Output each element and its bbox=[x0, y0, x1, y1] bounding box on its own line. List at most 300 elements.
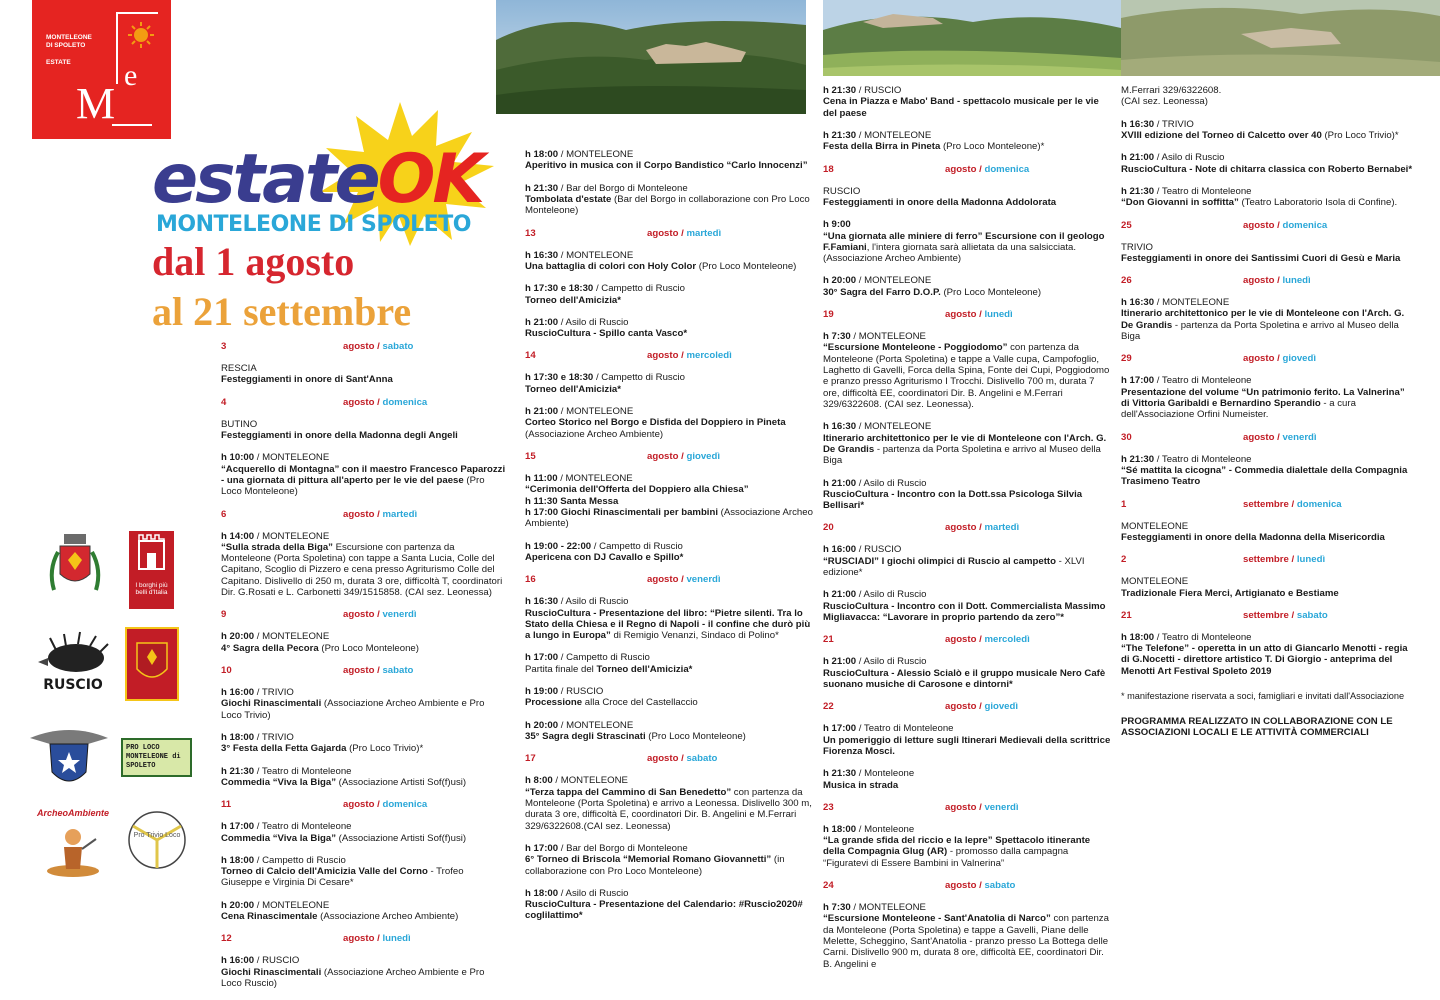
event-item bbox=[525, 686, 813, 709]
event-highlight: h 21:30 bbox=[823, 129, 857, 141]
logo-sun-icon bbox=[128, 22, 154, 48]
event-day-number: 30 bbox=[1121, 431, 1132, 443]
event-item bbox=[525, 406, 813, 440]
event-text: (Associazione Archeo Ambiente) bbox=[525, 428, 664, 440]
event-day-number: 1 bbox=[1121, 498, 1127, 510]
event-date-line bbox=[1121, 220, 1413, 231]
event-item bbox=[823, 130, 1113, 153]
logo-bar bbox=[118, 12, 158, 14]
event-weekday: mercoledì bbox=[984, 634, 1030, 646]
event-text: Partita finale del bbox=[525, 663, 597, 675]
event-entry bbox=[823, 85, 1113, 153]
event-entry bbox=[823, 802, 1113, 869]
logo-e: e bbox=[124, 59, 138, 92]
event-text: / MONTELEONE bbox=[558, 249, 634, 261]
event-item bbox=[823, 723, 1113, 757]
event-text: / MONTELEONE bbox=[856, 275, 932, 287]
event-item bbox=[1121, 521, 1413, 544]
event-item bbox=[823, 219, 1113, 264]
event-text: MONTELEONE bbox=[1121, 520, 1189, 532]
event-highlight: 6° Torneo di Briscola “Memorial Romano Giovannetti” bbox=[525, 854, 772, 866]
event-item bbox=[1121, 297, 1413, 342]
event-weekday: sabato bbox=[1296, 609, 1328, 621]
event-month-weekday: agosto / giovedì bbox=[945, 701, 1019, 713]
event-month: agosto bbox=[343, 396, 375, 408]
event-item bbox=[221, 363, 507, 386]
event-text: / Campetto di Ruscio bbox=[558, 652, 650, 664]
event-text: / Teatro di Monteleone bbox=[254, 821, 352, 833]
event-item bbox=[221, 419, 507, 442]
event-text: (Associazione Archeo Ambiente e Pro Loco Trivio) bbox=[221, 698, 485, 721]
event-text: (Associazione Archeo Ambiente e Pro Loco Ruscio) bbox=[221, 966, 485, 989]
logo-bar bbox=[116, 12, 118, 84]
ruscio-logo bbox=[36, 632, 110, 692]
event-item bbox=[823, 589, 1113, 623]
event-entry bbox=[221, 609, 507, 654]
dates-start: dal 1 agosto bbox=[152, 239, 355, 284]
event-item bbox=[1121, 242, 1413, 265]
event-entry bbox=[221, 341, 507, 386]
event-weekday: venerdì bbox=[984, 801, 1019, 813]
event-item bbox=[1121, 119, 1413, 142]
event-weekday: giovedì bbox=[1282, 353, 1317, 365]
event-highlight: h 17:00 bbox=[525, 652, 559, 664]
event-highlight: h 10:00 bbox=[221, 452, 255, 464]
event-month: agosto bbox=[343, 933, 375, 945]
event-date-line bbox=[1121, 610, 1413, 621]
event-date-line bbox=[525, 350, 813, 361]
event-item bbox=[1121, 375, 1413, 420]
dates-end: al 21 settembre bbox=[152, 289, 412, 334]
event-text: / Campetto di Ruscio bbox=[254, 854, 346, 866]
event-highlight: 3° Festa della Fetta Gajarda bbox=[221, 743, 347, 755]
archeoambiente-label: ArcheoAmbiente bbox=[36, 808, 109, 818]
event-highlight: h 21:00 bbox=[525, 406, 559, 418]
event-month: agosto bbox=[945, 634, 977, 646]
event-month: agosto bbox=[343, 508, 375, 520]
event-text: BUTINO bbox=[221, 418, 258, 430]
event-text: (Pro Loco Monteleone) bbox=[696, 260, 797, 272]
event-text: / Asilo di Ruscio bbox=[558, 887, 629, 899]
event-weekday: martedì bbox=[686, 227, 722, 239]
event-weekday: lunedì bbox=[1296, 554, 1326, 566]
event-entry bbox=[1121, 220, 1413, 265]
event-weekday: lunedì bbox=[382, 933, 411, 945]
event-highlight: Itinerario architettonico per le vie di Monteleone con l'Arch. G. De Grandis bbox=[1121, 308, 1405, 331]
event-month: agosto bbox=[647, 227, 679, 239]
event-month-weekday: agosto / martedì bbox=[343, 508, 418, 520]
event-highlight: “Sé mattita la cicogna” - Commedia dialettale della Compagnia Trasimeno Teatro bbox=[1121, 464, 1408, 488]
event-text: / TRIVIO bbox=[1154, 118, 1194, 130]
event-weekday: giovedì bbox=[984, 701, 1019, 713]
event-highlight: h 11:00 bbox=[525, 473, 558, 484]
event-highlight: h 16:00 bbox=[823, 544, 857, 556]
event-highlight: Torneo dell'Amicizia* bbox=[525, 383, 621, 395]
event-item bbox=[221, 821, 507, 844]
event-text: / MONTELEONE bbox=[856, 129, 932, 141]
event-text: / MONTELEONE bbox=[254, 899, 330, 911]
event-highlight: Aperitivo in musica con il Corpo Bandistico “Carlo Innocenzi” bbox=[525, 160, 808, 172]
event-highlight: RuscioCultura - Incontro con il Dott. Commercialista Massimo Migliavacca: “Lavorare in proprio partendo da zero”* bbox=[823, 600, 1106, 623]
event-text: alla Croce del Castellaccio bbox=[582, 697, 698, 709]
event-entry bbox=[1121, 499, 1413, 544]
event-text: / Asilo di Ruscio bbox=[856, 477, 927, 489]
event-text: / Teatro di Monteleone bbox=[254, 765, 352, 777]
event-highlight: “Don Giovanni in soffitta” bbox=[1121, 197, 1239, 209]
event-highlight: Festeggiamenti in onore della Madonna Addolorata bbox=[823, 196, 1057, 208]
event-highlight: Presentazione del volume “Un patrimonio ferito. La Valnerina” di Vittoria Garibaldi e Bernardino Sperandio bbox=[1121, 386, 1405, 409]
pro-trivio-loco-logo bbox=[127, 810, 187, 870]
event-month-weekday: settembre / lunedì bbox=[1243, 554, 1326, 566]
event-highlight: “Una giornata alle miniere di ferro” Escursione con il geologo F.Famiani bbox=[823, 230, 1105, 253]
event-item bbox=[221, 631, 507, 654]
event-highlight: h 17:00 bbox=[525, 842, 559, 854]
event-item bbox=[1121, 454, 1413, 488]
event-date-line bbox=[221, 799, 507, 810]
landscape-photo-valley bbox=[823, 0, 1121, 76]
pro-trivio-loco-label: Pro Trivio Loco bbox=[133, 832, 181, 839]
event-highlight: h 17:00 bbox=[823, 723, 857, 735]
event-text: / MONTELEONE bbox=[557, 473, 633, 484]
event-weekday: martedì bbox=[382, 508, 418, 520]
event-month-weekday: agosto / lunedì bbox=[945, 309, 1013, 321]
footnote: * manifestazione riservata a soci, famigliari e invitati dall'Associazione bbox=[1121, 691, 1405, 702]
event-highlight: RuscioCultura - Note di chitarra classica con Roberto Bernabei* bbox=[1121, 163, 1413, 175]
event-month: agosto bbox=[945, 309, 977, 321]
event-highlight: h 18:00 bbox=[1121, 631, 1155, 643]
event-weekday: domenica bbox=[984, 163, 1030, 175]
event-highlight: “Escursione Monteleone - Poggiodomo” bbox=[823, 342, 1008, 354]
event-day-number: 12 bbox=[221, 933, 232, 945]
event-item bbox=[221, 452, 507, 497]
event-item bbox=[823, 824, 1113, 869]
event-highlight: h 21:30 bbox=[525, 182, 559, 194]
event-item bbox=[823, 85, 1113, 119]
archeoambiente-logo bbox=[36, 808, 110, 882]
event-text: / Monteleone bbox=[856, 823, 915, 835]
event-item bbox=[525, 283, 813, 306]
event-highlight: h 18:00 bbox=[221, 854, 255, 866]
event-item bbox=[525, 888, 813, 922]
event-text: / RUSCIO bbox=[254, 955, 300, 967]
event-item bbox=[823, 275, 1113, 298]
logo-line-2: DI SPOLETO bbox=[46, 42, 86, 50]
event-highlight: Giochi Rinascimentali bbox=[221, 966, 322, 978]
event-highlight: RuscioCultura - Spillo canta Vasco* bbox=[525, 328, 688, 340]
event-text: (Pro Loco Monteleone)* bbox=[940, 141, 1045, 153]
event-highlight: h 17:30 e 18:30 bbox=[525, 283, 594, 295]
event-month-weekday: settembre / domenica bbox=[1243, 498, 1342, 510]
event-month-weekday: agosto / giovedì bbox=[647, 451, 721, 462]
event-item bbox=[525, 843, 813, 877]
title-estate: estate bbox=[152, 140, 378, 219]
event-date-line bbox=[823, 880, 1113, 891]
event-month-weekday: agosto / sabato bbox=[343, 665, 414, 676]
event-entry bbox=[221, 397, 507, 498]
event-text: di Remigio Venanzi, Sindaco di Polino* bbox=[610, 630, 779, 642]
event-text: con partenza da Monteleone (Porta Spoletina) e tappe a Gavelli, Piane delle Melette, Scheggino, Sant'Anatolia - pranzo presso La Bottega delle Carni. Dislivello 900 m, durata 8 ore, difficoltà EE, coordinatori Dir. B. Angelini e bbox=[823, 913, 1109, 970]
event-entry bbox=[1121, 554, 1413, 599]
event-day-number: 26 bbox=[1121, 275, 1132, 287]
event-text: / MONTELEONE bbox=[552, 775, 628, 787]
event-month: agosto bbox=[343, 341, 375, 352]
event-highlight: Processione bbox=[525, 697, 583, 709]
event-text: / MONTELEONE bbox=[850, 902, 926, 914]
event-day-number: 21 bbox=[823, 634, 834, 646]
event-weekday: mercoledì bbox=[686, 350, 732, 362]
event-highlight: Tradizionale Fiera Merci, Artigianato e Bestiame bbox=[1121, 587, 1339, 599]
event-month-weekday: agosto / martedì bbox=[945, 522, 1020, 534]
event-text: / TRIVIO bbox=[254, 731, 294, 743]
event-text: / MONTELEONE bbox=[558, 719, 634, 731]
event-date-line bbox=[823, 164, 1113, 175]
event-highlight: 35° Sagra degli Strascinati bbox=[525, 731, 646, 742]
logo-bar bbox=[112, 124, 152, 126]
event-text: (CAI sez. Leonessa) bbox=[1121, 96, 1208, 108]
event-day-number: 15 bbox=[525, 451, 536, 462]
event-text: - Trofeo Giuseppe e Virginia Di Cesare* bbox=[221, 866, 464, 889]
event-highlight: “The Telefone” - operetta in un atto di Giancarlo Menotti - regia di G.Nocetti - direttore artistico T. Di Giorgio - anteprima del Menotti Art Festival Spoleto 2019 bbox=[1121, 643, 1408, 677]
event-highlight: h 17:00 Giochi Rinascimentali per bambini bbox=[525, 506, 718, 518]
event-item bbox=[525, 541, 813, 564]
event-text: / Asilo di Ruscio bbox=[558, 316, 629, 328]
event-date-line bbox=[823, 309, 1113, 320]
logo-text bbox=[46, 34, 92, 67]
event-day-number: 21 bbox=[1121, 609, 1132, 621]
event-highlight: h 7:30 bbox=[823, 902, 851, 914]
event-highlight: h 16:30 bbox=[1121, 297, 1155, 309]
event-item bbox=[525, 652, 813, 675]
event-highlight: Torneo di Calcio dell'Amicizia Valle del Corno bbox=[221, 866, 428, 878]
event-text: / MONTELEONE bbox=[1154, 297, 1230, 309]
event-date-line bbox=[1121, 432, 1413, 443]
event-date-line bbox=[823, 634, 1113, 645]
event-month: agosto bbox=[1243, 275, 1275, 287]
event-highlight: Corteo Storico nel Borgo e Disfida del Doppiero in Pineta bbox=[525, 417, 786, 429]
event-date-line bbox=[221, 609, 507, 620]
event-text: / Bar del Borgo di Monteleone bbox=[558, 182, 688, 194]
event-text: / Campetto di Ruscio bbox=[593, 372, 685, 384]
event-month: settembre bbox=[1243, 498, 1289, 510]
event-highlight: Una battaglia di colori con Holy Color bbox=[525, 260, 697, 272]
event-date-line bbox=[1121, 554, 1413, 565]
event-highlight: RuscioCultura - Incontro con la Dott.ssa Psicologa Silvia Bellisari* bbox=[823, 488, 1083, 512]
event-item bbox=[823, 421, 1113, 466]
event-month: agosto bbox=[945, 163, 977, 175]
event-highlight: Festeggiamenti in onore della Madonna della Misericordia bbox=[1121, 531, 1385, 543]
event-date-line bbox=[525, 574, 813, 585]
event-item bbox=[221, 687, 507, 721]
event-text: - partenza da Porta Spoletina e arrivo al Museo della Biga bbox=[823, 443, 1101, 467]
event-text: (Associazione Artisti Sof(f)usi) bbox=[336, 776, 467, 788]
event-entry bbox=[823, 522, 1113, 623]
event-highlight: h 21:30 bbox=[823, 85, 857, 96]
event-highlight: h 20:00 bbox=[525, 719, 559, 731]
event-highlight: “Terza tappa del Cammino di San Benedetto” bbox=[525, 786, 732, 798]
event-text: / Bar del Borgo di Monteleone bbox=[558, 842, 688, 854]
event-month-weekday: agosto / giovedì bbox=[1243, 353, 1317, 365]
event-date-line bbox=[823, 522, 1113, 533]
event-entry bbox=[1121, 353, 1413, 420]
event-highlight: h 21:30 bbox=[221, 765, 255, 777]
event-highlight: 30° Sagra del Farro D.O.P. bbox=[823, 286, 941, 298]
event-entry bbox=[221, 665, 507, 788]
event-month: agosto bbox=[945, 701, 977, 713]
event-day-number: 13 bbox=[525, 227, 536, 239]
event-item bbox=[525, 317, 813, 340]
event-item bbox=[525, 372, 813, 395]
event-text: (Bar del Borgo in collaborazione con Pro Loco Monteleone) bbox=[525, 193, 810, 217]
event-text: / MONTELEONE bbox=[254, 631, 330, 643]
event-highlight: Torneo dell'Amicizia* bbox=[596, 663, 693, 675]
title-ok: OK bbox=[377, 140, 483, 219]
event-day-number: 4 bbox=[221, 396, 227, 408]
event-highlight: “Sulla strada della Biga” bbox=[221, 541, 333, 553]
event-weekday: venerdì bbox=[382, 609, 417, 621]
event-entry bbox=[221, 933, 507, 989]
event-entry bbox=[823, 880, 1113, 970]
monteleone-estate-logo bbox=[32, 0, 171, 139]
event-date-line bbox=[525, 753, 813, 764]
event-month: agosto bbox=[1243, 219, 1275, 231]
event-text: / Campetto di Ruscio bbox=[591, 540, 683, 552]
event-highlight: h 16:30 bbox=[525, 596, 559, 608]
logo-line-3: ESTATE bbox=[46, 59, 71, 67]
event-month-weekday: agosto / sabato bbox=[945, 880, 1016, 892]
event-item bbox=[525, 250, 813, 273]
event-item bbox=[221, 732, 507, 755]
event-item bbox=[1121, 85, 1413, 108]
event-text: con partenza da Monteleone (Porta Spoletina) e arrivo a Leonessa. Dislivello 300 m, durata 3 ore, difficoltà E, coordinatori Dir. B. Angelini e M.Ferrari 329/6322608.(CAI sez. Leonessa) bbox=[525, 786, 812, 832]
event-entry bbox=[1121, 275, 1413, 342]
event-month: agosto bbox=[1243, 431, 1275, 443]
event-month-weekday: agosto / martedì bbox=[647, 227, 722, 239]
event-month: agosto bbox=[945, 801, 977, 813]
event-day-number: 14 bbox=[525, 350, 536, 362]
event-weekday: martedì bbox=[984, 522, 1020, 534]
event-highlight: Commedia “Viva la Biga” bbox=[221, 776, 336, 788]
program-credit: PROGRAMMA REALIZZATO IN COLLABORAZIONE CON LE ASSOCIAZIONI LOCALI E LE ATTIVITÀ COMMERCIALI bbox=[1121, 715, 1393, 739]
event-text: (in collaborazione con Pro Loco Monteleone) bbox=[525, 854, 785, 877]
landscape-photo-aerial bbox=[1121, 0, 1440, 76]
event-month: settembre bbox=[1243, 554, 1289, 566]
event-date-line bbox=[221, 665, 507, 676]
event-highlight: h 18:00 bbox=[221, 731, 255, 743]
event-entry bbox=[1121, 610, 1413, 677]
event-weekday: sabato bbox=[382, 341, 414, 352]
event-text: / RUSCIO bbox=[558, 686, 604, 698]
event-highlight: h 16:00 bbox=[221, 955, 255, 967]
event-highlight: Festa della Birra in Pineta bbox=[823, 141, 941, 153]
event-text: / MONTELEONE bbox=[856, 421, 932, 433]
event-date-line bbox=[1121, 499, 1413, 510]
event-text: / Teatro di Monteleone bbox=[1154, 631, 1252, 643]
event-highlight: h 16:30 bbox=[525, 249, 559, 261]
event-month: agosto bbox=[343, 799, 375, 811]
event-month-weekday: agosto / lunedì bbox=[343, 933, 411, 945]
ruscio-label: RUSCIO bbox=[43, 677, 103, 694]
event-highlight: h 21:00 bbox=[525, 316, 559, 328]
event-highlight: h 11:30 Santa Messa bbox=[525, 495, 619, 507]
event-highlight: Cena Rinascimentale bbox=[221, 911, 318, 923]
event-weekday: sabato bbox=[382, 665, 414, 676]
event-text: / Monteleone bbox=[856, 768, 915, 780]
event-highlight: Commedia “Viva la Biga” bbox=[221, 832, 336, 844]
event-date-line bbox=[221, 509, 507, 520]
event-month: agosto bbox=[1243, 353, 1275, 365]
event-day-number: 3 bbox=[221, 341, 227, 352]
event-text: / MONTELEONE bbox=[254, 530, 330, 542]
event-weekday: venerdì bbox=[686, 574, 721, 586]
event-item bbox=[823, 478, 1113, 512]
event-item bbox=[823, 768, 1113, 791]
event-highlight: “Escursione Monteleone - Sant'Anatolia di Narco” bbox=[823, 913, 1051, 925]
event-highlight: “Cerimonia dell'Offerta del Doppiero alla Chiesa” bbox=[525, 484, 749, 496]
event-highlight: Festeggiamenti in onore della Madonna degli Angeli bbox=[221, 429, 458, 441]
event-item bbox=[823, 656, 1113, 690]
event-item bbox=[525, 775, 813, 832]
event-item bbox=[1121, 632, 1413, 677]
event-weekday: sabato bbox=[984, 880, 1016, 892]
event-text: / Asilo di Ruscio bbox=[856, 589, 927, 601]
event-highlight: RuscioCultura - Alessio Scialò e il gruppo musicale Nero Cafè suonano musiche di Carosone e dintorni* bbox=[823, 667, 1106, 690]
event-text: / Asilo di Ruscio bbox=[1154, 152, 1225, 164]
event-highlight: h 21:00 bbox=[1121, 152, 1155, 164]
event-entry bbox=[525, 451, 813, 563]
event-entry bbox=[525, 753, 813, 921]
event-highlight: h 17:30 e 18:30 bbox=[525, 372, 594, 384]
event-highlight: h 21:00 bbox=[823, 656, 857, 668]
event-highlight: h 21:30 bbox=[1121, 185, 1155, 197]
event-text: / Asilo di Ruscio bbox=[558, 596, 629, 608]
event-entry bbox=[823, 701, 1113, 791]
event-month: agosto bbox=[343, 609, 375, 621]
event-entry bbox=[525, 574, 813, 742]
event-entry bbox=[1121, 85, 1413, 209]
event-highlight: Torneo dell'Amicizia* bbox=[525, 294, 621, 306]
event-month-weekday: agosto / mercoledì bbox=[945, 634, 1030, 646]
landscape-photo-hilltown bbox=[496, 0, 806, 114]
event-highlight: h 21:00 bbox=[823, 589, 857, 601]
event-day-number: 22 bbox=[823, 701, 834, 713]
event-item bbox=[221, 531, 507, 599]
event-month-weekday: agosto / venerdì bbox=[945, 801, 1019, 813]
event-highlight: h 9:00 bbox=[823, 219, 851, 231]
event-text: / Campetto di Ruscio bbox=[593, 283, 685, 295]
event-highlight: Apericena con DJ Cavallo e Spillo* bbox=[525, 551, 684, 563]
event-highlight: Un pomeriggio di letture sugli Itinerari Medievali della scrittrice Fiorenza Mosci. bbox=[823, 734, 1111, 757]
event-month: agosto bbox=[647, 574, 679, 586]
monteleone-coat-of-arms bbox=[44, 530, 106, 606]
event-date-line bbox=[1121, 275, 1413, 286]
event-month-weekday: agosto / domenica bbox=[1243, 219, 1328, 231]
event-highlight: h 20:00 bbox=[221, 899, 255, 911]
event-weekday: domenica bbox=[382, 799, 428, 811]
event-text: (Associazione Archeo Ambiente) bbox=[525, 506, 813, 530]
event-highlight: Giochi Rinascimentali bbox=[221, 698, 322, 710]
event-text: (Pro Loco Monteleone) bbox=[221, 474, 485, 498]
program-column-1 bbox=[221, 341, 507, 1000]
event-entry bbox=[823, 309, 1113, 511]
event-highlight: XVIII edizione del Torneo di Calcetto over 40 bbox=[1121, 129, 1322, 141]
event-text: (Pro Loco Monteleone) bbox=[318, 642, 419, 654]
event-month: agosto bbox=[647, 753, 679, 765]
event-day-number: 16 bbox=[525, 574, 536, 586]
event-date-line bbox=[823, 701, 1113, 712]
event-item bbox=[1121, 576, 1413, 599]
event-text: con partenza da Monteleone (Porta Spoletina) e tappe a Valle cupa, Campofoglio, Laghetto di Gavelli, Forca della Spina, Fonte dei Cupi, Poggiodomo e pranzo presso Agriturismo I Trocchi. Dislivello 700 m, durata 7 ore, difficoltà EE, coordinatori Dir. B. Angelini e M.Ferrari 329/6322608. (CAI sez. Leonessa). bbox=[823, 342, 1110, 410]
event-month-weekday: agosto / venerdì bbox=[647, 574, 721, 586]
